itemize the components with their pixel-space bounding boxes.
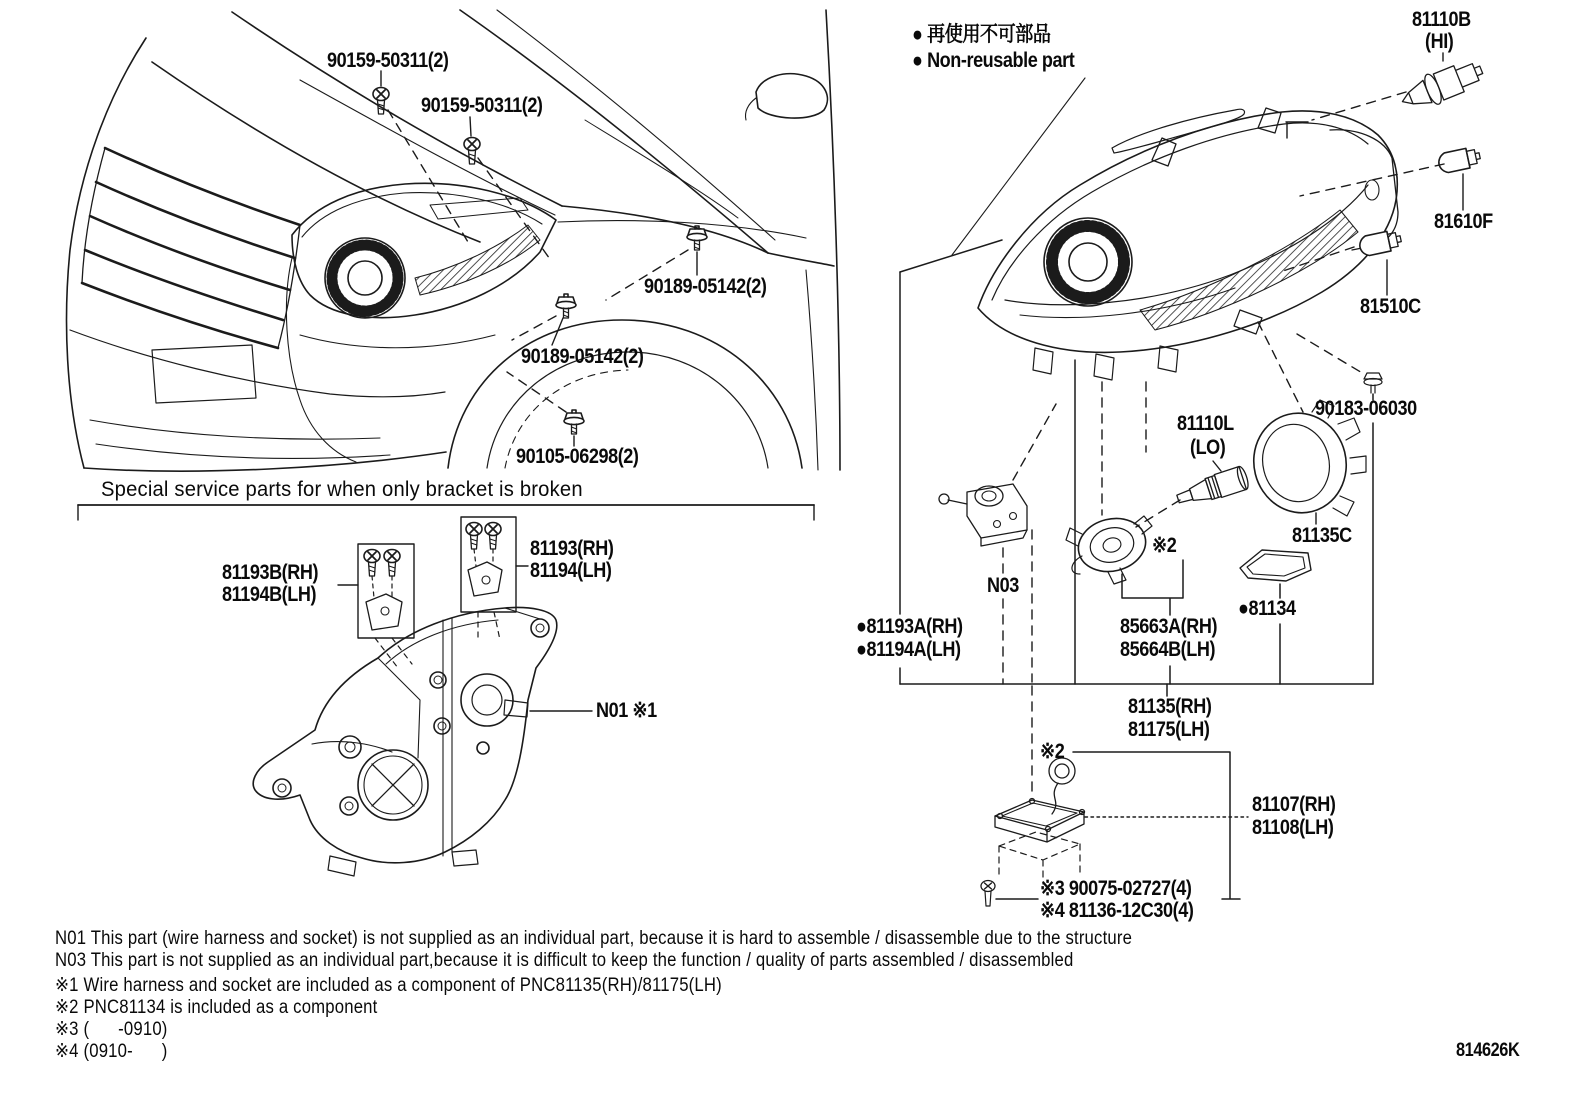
part-label-81110l: 81110L [1177, 412, 1234, 435]
part-label-90075-star3: ※3 90075-02727(4) [1040, 877, 1192, 900]
part-label-90105: 90105-06298(2) [516, 445, 639, 468]
part-label-81193: 81193(RH) [530, 537, 614, 560]
part-label-85663a: 85663A(RH) [1120, 615, 1218, 638]
mounting-screw-icon [981, 881, 995, 907]
part-label-81110b: 81110B [1412, 8, 1471, 31]
leveling-motor-drawing [939, 484, 1027, 546]
part-label-81135: 81135(RH) [1128, 695, 1212, 718]
part-label-90189-b: 90189-05142(2) [521, 345, 644, 368]
part-label-90159-b: 90159-50311(2) [421, 94, 543, 117]
ref-label-star2-socket: ※2 [1152, 534, 1177, 557]
bulb-81610f-icon [1437, 146, 1482, 174]
footnote-star1: ※1 Wire harness and socket are included as a component of PNC81135(RH)/81175(LH) [55, 975, 722, 996]
part-label-81193a: ●81193A(RH) [856, 615, 963, 638]
part-label-81107: 81107(RH) [1252, 793, 1336, 816]
rear-headlamp-drawing [253, 608, 557, 877]
ref-label-n03: N03 [987, 574, 1019, 597]
part-label-81193b: 81193B(RH) [222, 561, 319, 584]
bulb-81510c-icon [1358, 229, 1403, 257]
igniter-drawing [1049, 758, 1075, 814]
section-heading: Special service parts for when only bracket is broken [101, 477, 583, 501]
note-n01: N01 This part (wire harness and socket) is not supplied as an individual part, because it is hard to assemble / disassemble due to the structure [55, 928, 1133, 949]
part-label-81135c: 81135C [1292, 524, 1352, 547]
low-beam-bulb-icon [1174, 465, 1250, 510]
part-label-90159-a: 90159-50311(2) [327, 49, 449, 72]
gasket-81134-drawing [1240, 550, 1311, 581]
part-label-81510c: 81510C [1360, 295, 1421, 318]
part-label-81194: 81194(LH) [530, 559, 612, 582]
hi-beam-bulb-icon [1396, 55, 1487, 117]
part-label-81610f: 81610F [1434, 210, 1493, 233]
vehicle-leader-lines [381, 71, 697, 446]
legend-nonreusable-jp: ● 再使用不可部品 [912, 23, 1051, 46]
retainer-bolt-90183-icon [1364, 373, 1382, 393]
part-label-90183: 90183-06030 [1315, 397, 1417, 420]
footnote-star4: ※4 (0910- ) [55, 1041, 168, 1062]
footnote-star3: ※3 ( -0910) [55, 1019, 168, 1040]
bracket-detail-box-2 [461, 517, 516, 612]
footnote-star2: ※2 PNC81134 is included as a component [55, 997, 378, 1018]
vehicle-fastener-icons [373, 88, 707, 435]
part-label-81110b-hi: (HI) [1425, 30, 1454, 53]
ballast-unit-drawing [995, 799, 1085, 885]
headlamp-unit-in-vehicle [292, 183, 556, 318]
part-label-85664b: 85664B(LH) [1120, 638, 1216, 661]
part-label-81194a: ●81194A(LH) [856, 638, 961, 661]
part-label-81175: 81175(LH) [1128, 718, 1210, 741]
note-n03: N03 This part is not supplied as an individual part,because it is difficult to keep the function / quality of parts assembled / disassembled [55, 950, 1074, 971]
ref-label-star2-igniter: ※2 [1040, 740, 1065, 763]
vehicle-front-drawing [67, 10, 840, 471]
headlamp-assembly-drawing [952, 78, 1398, 380]
part-label-81108: 81108(LH) [1252, 816, 1334, 839]
part-label-81194b: 81194B(LH) [222, 583, 317, 606]
part-label-81134: ●81134 [1238, 597, 1296, 620]
part-label-81110l-lo: (LO) [1190, 436, 1226, 459]
part-label-90189-a: 90189-05142(2) [644, 275, 767, 298]
socket-85663a-drawing [1066, 512, 1152, 584]
figure-code: 814626K [1456, 1040, 1520, 1061]
ref-label-n01: N01 ※1 [596, 699, 657, 722]
bracket-detail-box-1 [358, 544, 414, 638]
legend-nonreusable-en: ● Non-reusable part [912, 49, 1075, 72]
trim-strip-drawing [1112, 109, 1245, 153]
part-label-81136-star4: ※4 81136-12C30(4) [1040, 899, 1194, 922]
